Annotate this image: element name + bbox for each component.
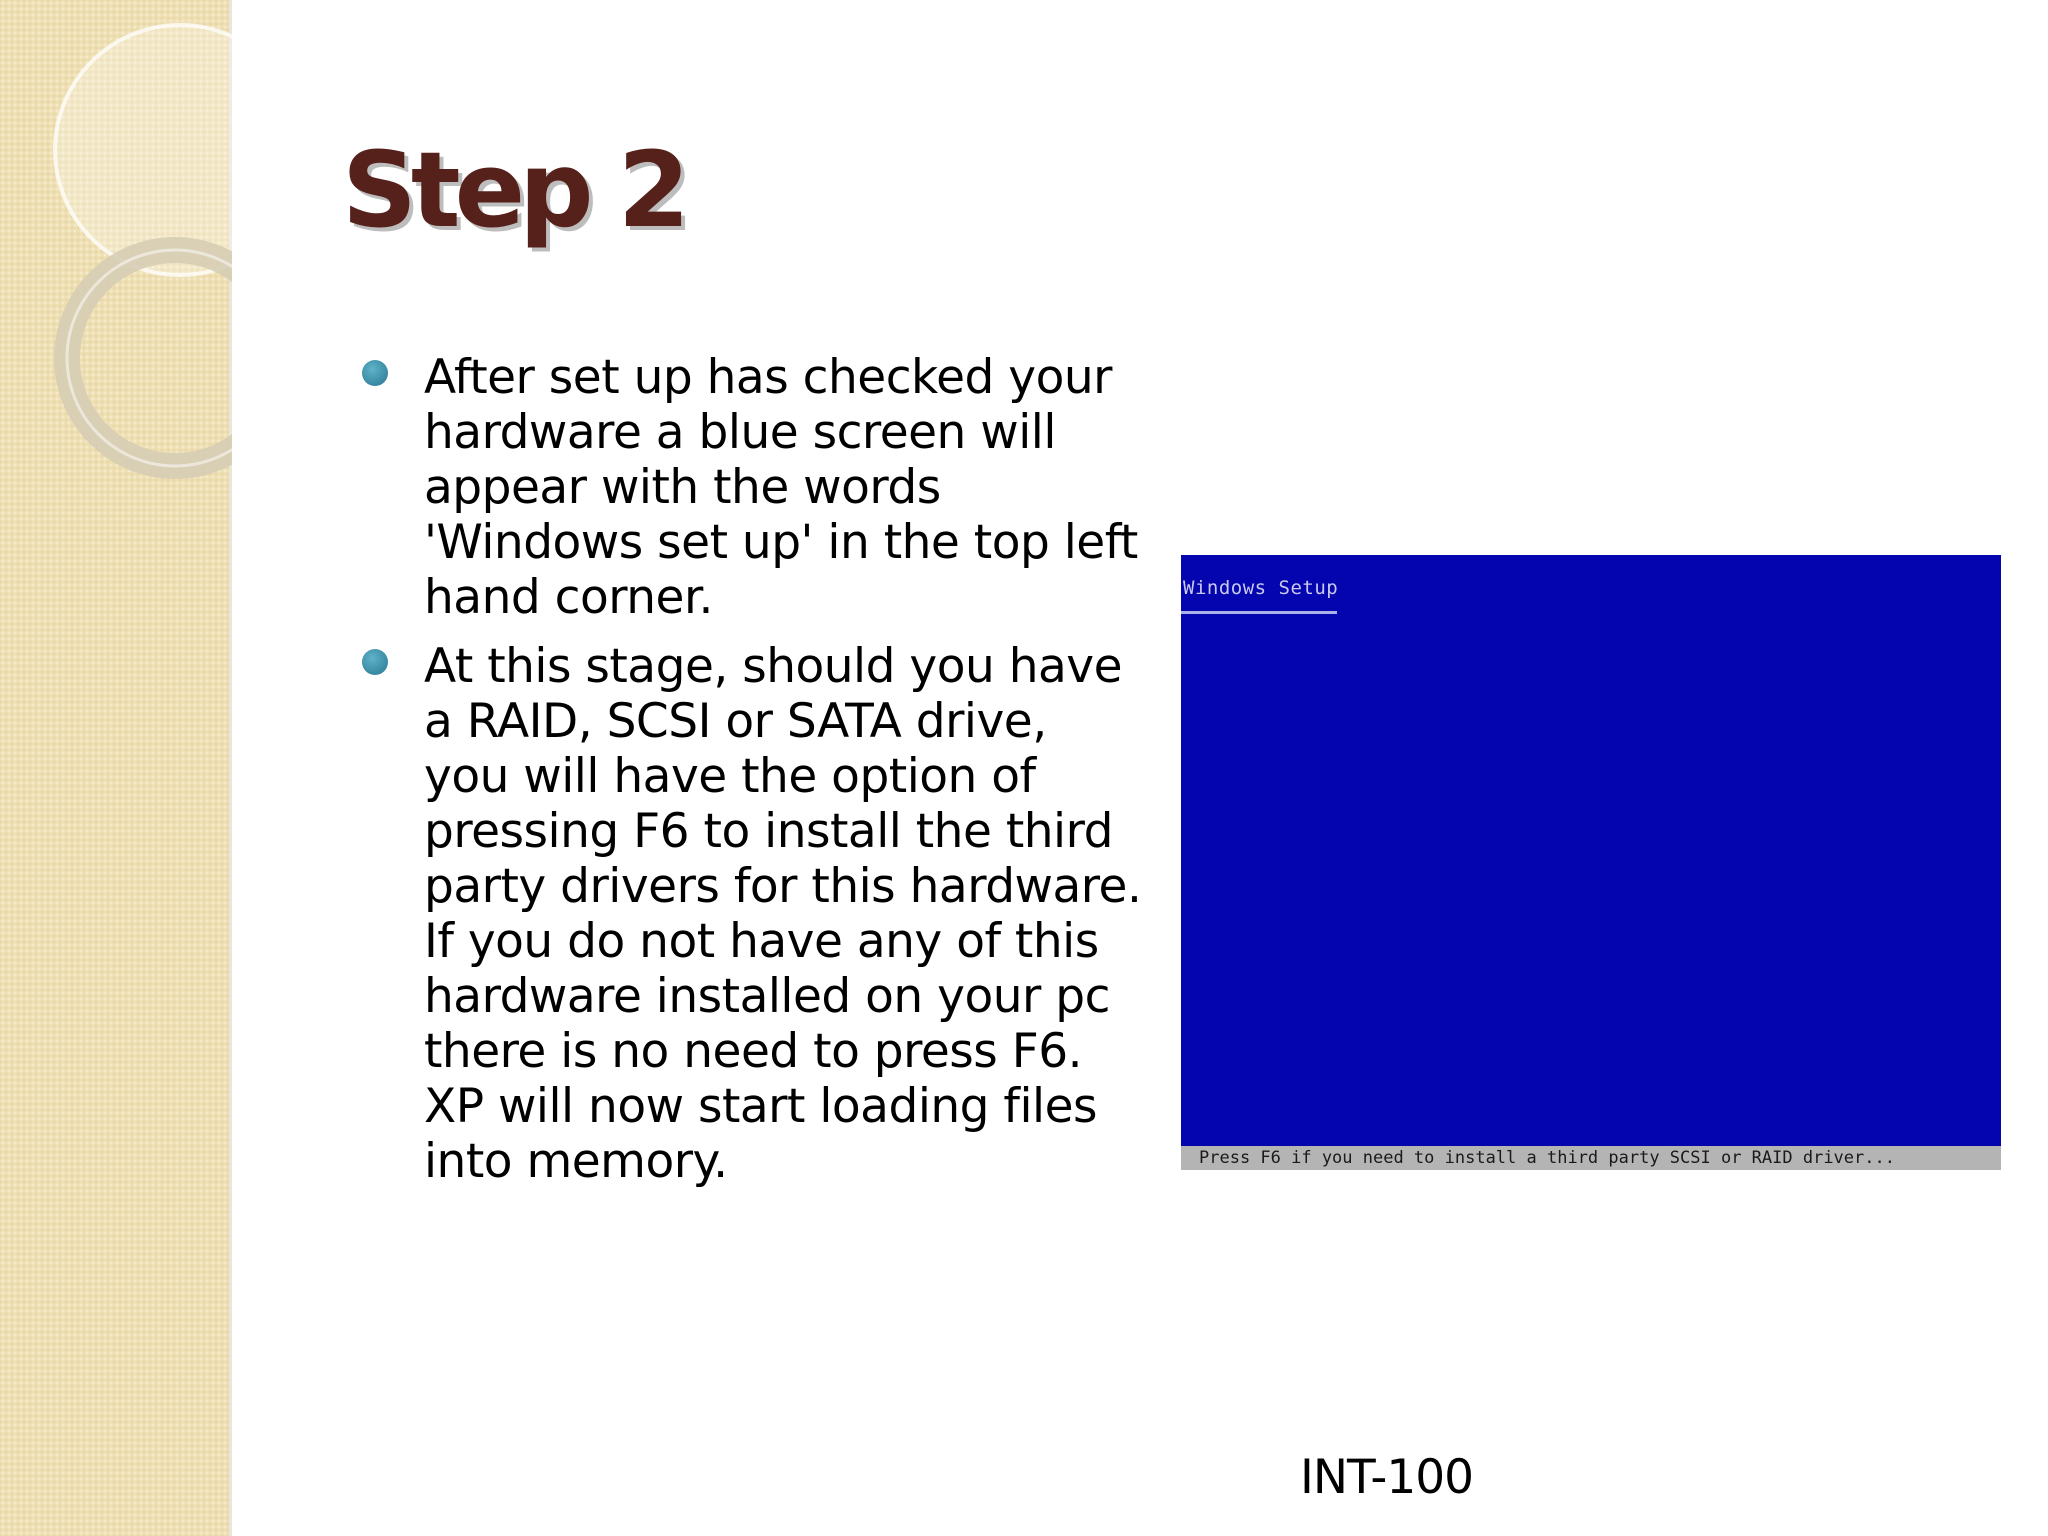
- bullet-item: [362, 350, 1142, 625]
- setup-screen-header: Windows Setup: [1183, 577, 1339, 599]
- bullet-item: [362, 639, 1142, 1189]
- windows-setup-screenshot: [1181, 555, 2001, 1170]
- bullet-icon: [362, 649, 388, 675]
- setup-status-bar: Press F6 if you need to install a third party SCSI or RAID driver...: [1181, 1146, 2001, 1170]
- bullet-text: After set up has checked your hardware a blue screen will appear with the words 'Windows set up' in the top left hand corner.: [424, 350, 1138, 625]
- bullet-icon: [362, 360, 388, 386]
- slide-title: Step 2: [342, 129, 685, 251]
- slide-footer: INT-100: [1300, 1450, 1474, 1505]
- decorative-rings-icon: [0, 0, 232, 520]
- setup-header-underline: [1181, 611, 1337, 614]
- bullet-list: [362, 350, 1142, 1203]
- bullet-text: At this stage, should you have a RAID, SCSI or SATA drive, you will have the option of pressing F6 to install the third party drivers for this hardware. If you do not have any of this hardware installed on your pc there is no need to press F6. XP will now start loading files into memory.: [424, 639, 1142, 1189]
